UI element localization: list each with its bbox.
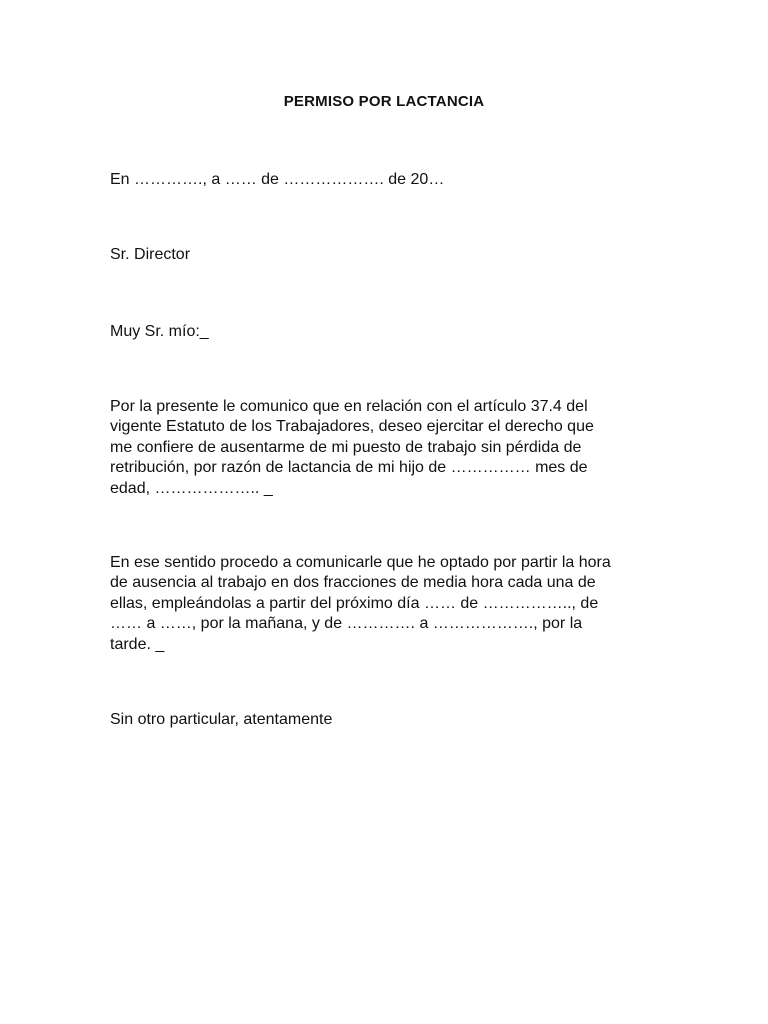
- salutation-line: Muy Sr. mío:_: [110, 323, 209, 340]
- body-paragraph-request: Por la presente le comunico que en relación con el artículo 37.4 del vigente Estatuto de los Trabajadores, deseo ejercitar el derecho que me confiere de ausentarme de mi puesto de trabajo sin pérdida de retribución, por razón de lactancia de mi hijo de …………… mes de edad, ……………….. _: [110, 398, 594, 497]
- date-line: En …………., a …… de ………………. de 20…: [110, 171, 445, 188]
- body-paragraph-schedule: En ese sentido procedo a comunicarle que he optado por partir la hora de ausencia al trabajo en dos fracciones de media hora cada una de ellas, empleándolas a partir del próximo día …… de …………….., de …… a ……, por la mañana, y de …………. a ………………., por la tarde. _: [110, 554, 611, 653]
- document-title: PERMISO POR LACTANCIA: [283, 93, 485, 110]
- recipient-line: Sr. Director: [110, 246, 191, 263]
- closing-line: Sin otro particular, atentamente: [110, 711, 333, 728]
